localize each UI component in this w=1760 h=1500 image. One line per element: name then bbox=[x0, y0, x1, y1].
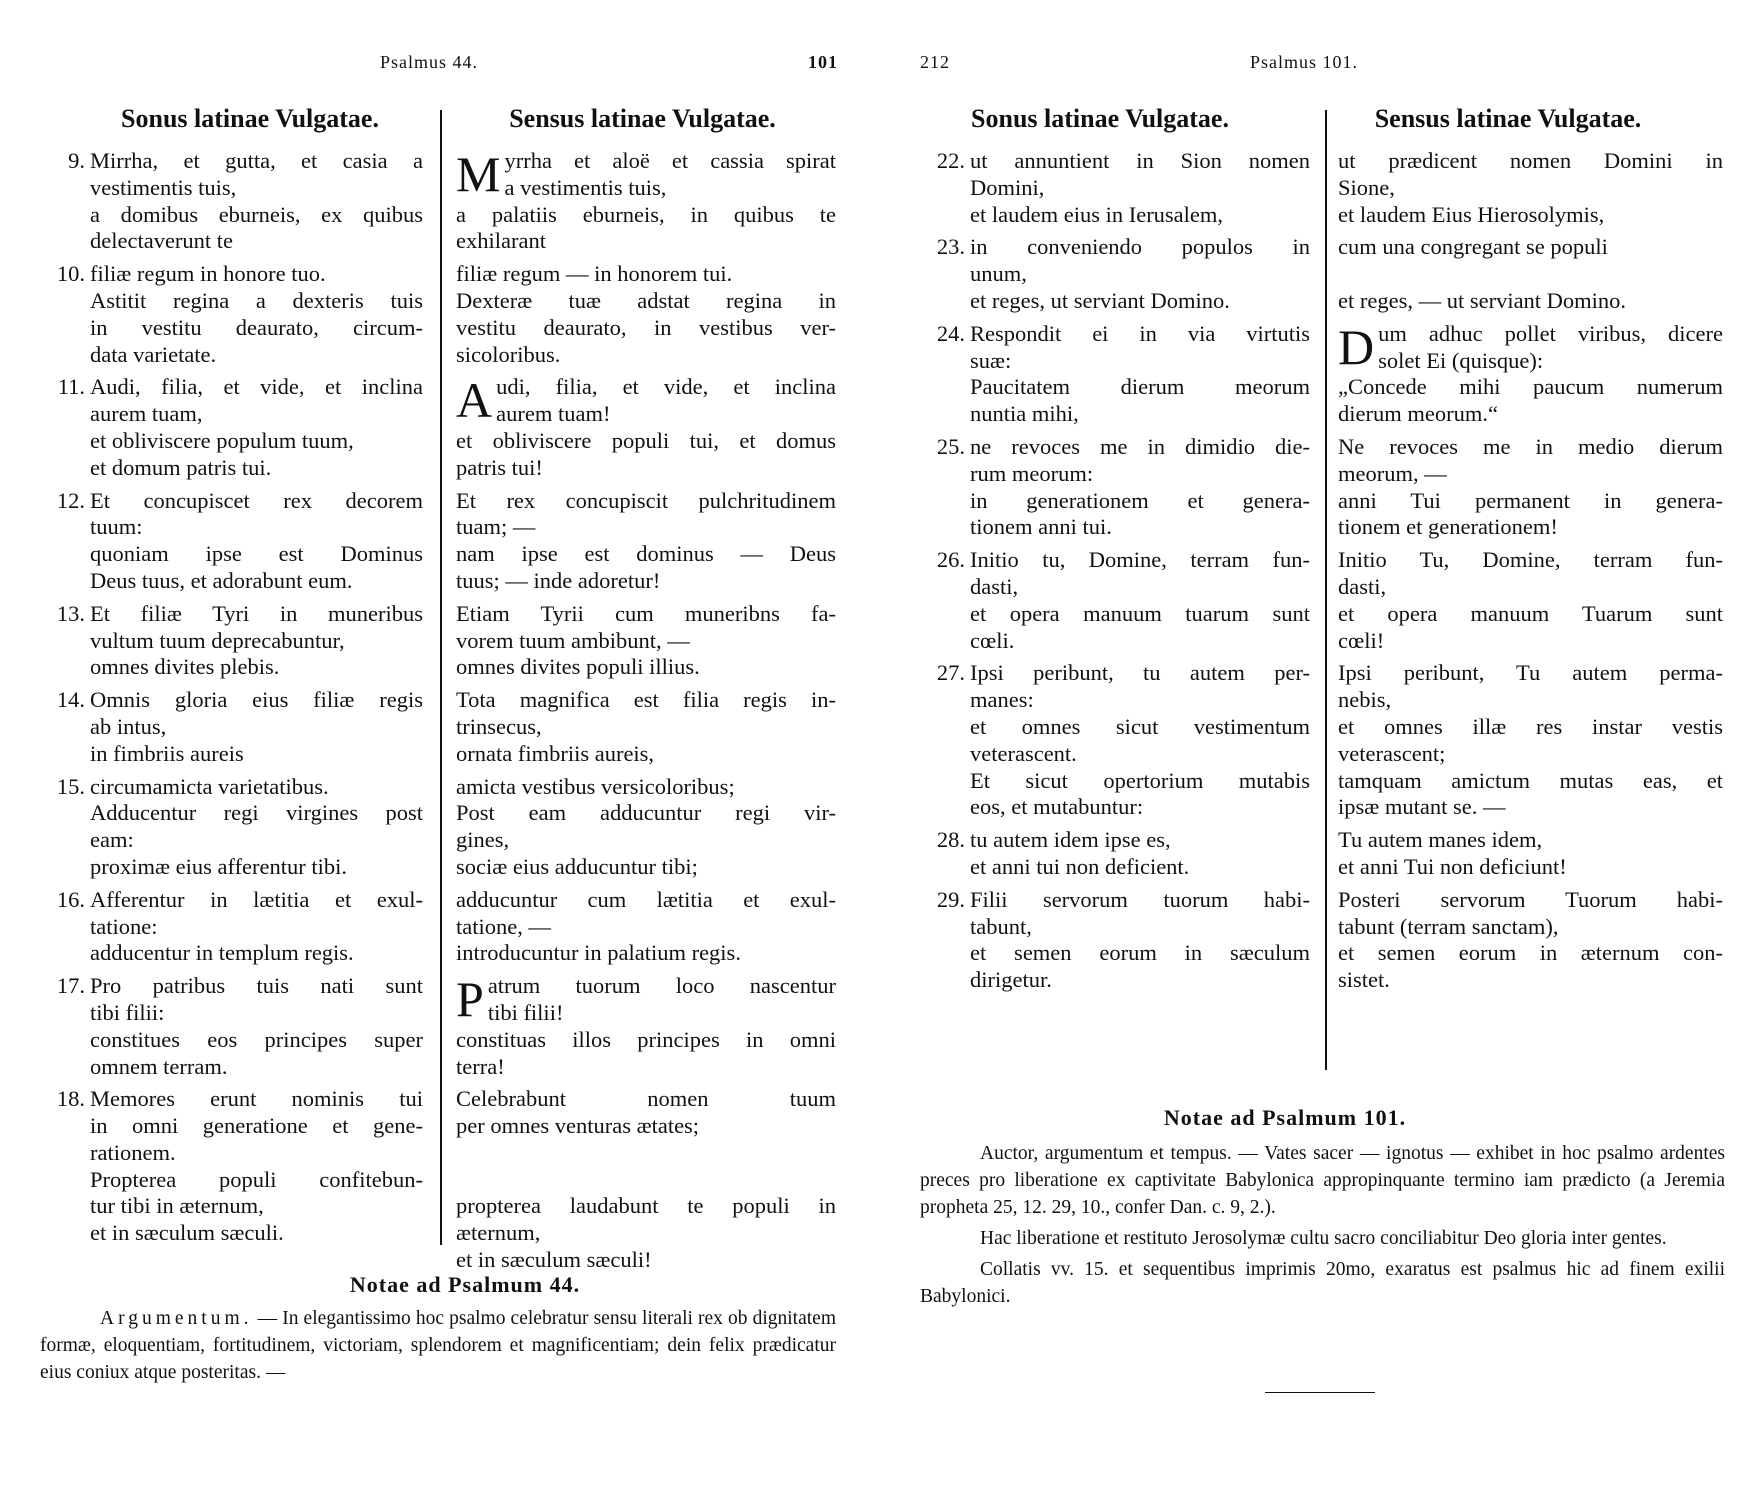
verse-line: meorum, — bbox=[1338, 460, 1447, 486]
notes-paragraph: Collatis vv. 15. et sequentibus imprimis 20mo, exaratus est psalmus hic ad finem exilii Babylonici. bbox=[920, 1259, 1725, 1307]
verse-number: 14. bbox=[56, 687, 85, 713]
verse-number: 18. bbox=[56, 1086, 85, 1112]
verse-line: ut prædicent nomen Domini in bbox=[1338, 148, 1723, 173]
verse-sensus bbox=[1338, 887, 1723, 994]
verse-line: Adducentur regi virgines post bbox=[90, 800, 423, 826]
verse-line: et semen eorum in sæculum bbox=[970, 940, 1310, 966]
verse-number: 28. bbox=[936, 827, 965, 853]
verse-line: tu autem idem ipse es, bbox=[970, 827, 1171, 853]
verse-line: et obliviscere populi tui, et domus bbox=[456, 427, 836, 453]
verse-line: adducentur in templum regis. bbox=[90, 940, 354, 966]
notes-paragraph: Hac liberatione et restituto Jerosolymæ cultu sacro conciliabitur Deo gloria inter gentes. bbox=[980, 1228, 1667, 1249]
verse-line: et omnes sicut vestimentum bbox=[970, 713, 1310, 739]
notes-title: Notae ad Psalmum 101. bbox=[1163, 1105, 1407, 1130]
verse-line: terra! bbox=[456, 1053, 505, 1079]
verse-line: Omnis gloria eius filiæ regis bbox=[90, 687, 423, 713]
verse-line: et in sæculum sæculi! bbox=[456, 1247, 652, 1273]
verse-line: in fimbriis aureis bbox=[90, 740, 244, 766]
verse-line: data varietate. bbox=[90, 341, 217, 367]
verse-line: tabunt (terram sanctam), bbox=[1338, 913, 1559, 939]
verse-sonus bbox=[936, 148, 1310, 228]
verse-line: manes: bbox=[970, 687, 1034, 713]
verse-line bbox=[90, 1247, 423, 1274]
verse-sensus bbox=[456, 261, 836, 368]
verse-line: eam: bbox=[90, 827, 134, 853]
verse-sonus bbox=[68, 148, 423, 255]
column-heading-sensus: Sensus latinae Vulgatae. bbox=[509, 104, 776, 133]
verse-sensus bbox=[1338, 827, 1723, 881]
verse-number: 10. bbox=[56, 261, 85, 287]
verse-line: et in sæculum sæculi. bbox=[90, 1220, 284, 1246]
verse-sensus bbox=[456, 973, 836, 1080]
verse-line: ornata fimbriis aureis, bbox=[456, 740, 655, 766]
verse-sensus bbox=[456, 488, 836, 595]
verse-line: propterea laudabunt te populi in bbox=[456, 1193, 836, 1219]
verse-line: et anni tui non deficient. bbox=[970, 853, 1190, 879]
verse-line: cum una congregant se populi bbox=[1338, 234, 1608, 260]
verse-sonus bbox=[936, 886, 1310, 994]
verse-sonus bbox=[936, 433, 1310, 541]
verse-line: Tota magnifica est filia regis in- bbox=[456, 687, 836, 713]
verse-number: 13. bbox=[56, 600, 85, 626]
verse-line: vestitu deaurato, in vestibus ver- bbox=[456, 314, 836, 340]
verse-line: Et rex concupiscit pulchritudinem bbox=[456, 487, 836, 513]
notes-text: — In elegantissimo hoc psalmo celebratur sensu literali rex ob dignitatem formæ, eloquentiam, fortitudinem, victoriam, splendorem et magnificentiam; dein felix prædicatur eius coniux atque posteritas. — bbox=[40, 1308, 837, 1383]
verse-sensus bbox=[1338, 660, 1723, 821]
verse-line: omnes divites populi illius. bbox=[456, 654, 700, 680]
verse-sonus bbox=[936, 234, 1310, 314]
verse-line: et semen eorum in æternum con- bbox=[1338, 940, 1723, 966]
verse-line: sicoloribus. bbox=[456, 341, 561, 367]
verse-sensus bbox=[1338, 547, 1723, 654]
verse-sonus bbox=[56, 600, 423, 681]
verse-line: omnem terram. bbox=[90, 1053, 228, 1079]
verse-line: dasti, bbox=[1338, 573, 1387, 599]
verse-line: cœli! bbox=[1338, 627, 1385, 653]
verse-line: ipsæ mutant se. — bbox=[1338, 794, 1506, 820]
verse-sonus bbox=[936, 320, 1310, 428]
verse-line: „Concede mihi paucum numerum bbox=[1338, 374, 1723, 400]
verse-line: Mirrha, et gutta, et casia a bbox=[90, 148, 423, 173]
verse-line: tatione, — bbox=[456, 913, 551, 939]
verse-number: 11. bbox=[57, 374, 85, 400]
verse-number: 22. bbox=[936, 148, 965, 173]
verse-line: nuntia mihi, bbox=[970, 401, 1079, 427]
verse-line: Domini, bbox=[970, 174, 1045, 200]
column-heading-sensus: Sensus latinae Vulgatae. bbox=[1374, 104, 1642, 133]
verse-sensus bbox=[456, 374, 836, 481]
verse-line: Et filiæ Tyri in muneribus bbox=[90, 600, 423, 626]
verse-line: vultum tuum deprecabuntur, bbox=[90, 627, 345, 653]
verse-line: patris tui! bbox=[456, 454, 543, 480]
notes-body bbox=[40, 1305, 836, 1390]
verse-line: solet Ei (quisque): bbox=[1378, 347, 1544, 373]
verse-line: proximæ eius afferentur tibi. bbox=[90, 853, 348, 879]
verse-line: rationem. bbox=[90, 1139, 176, 1165]
running-title: Psalmus 44. bbox=[380, 52, 479, 72]
verse-line: Respondit ei in via virtutis bbox=[970, 320, 1310, 346]
verse-line: Dexteræ tuæ adstat regina in bbox=[456, 287, 836, 313]
verse-line: Et sicut opertorium mutabis bbox=[970, 767, 1310, 793]
verse-sonus bbox=[936, 660, 1310, 821]
verse-line: et opera manuum Tuarum sunt bbox=[1338, 600, 1723, 626]
verse-line: Astitit regina a dexteris tuis bbox=[90, 287, 423, 313]
verse-line: introducuntur in palatium regis. bbox=[456, 940, 741, 966]
verse-line: eos, et mutabuntur: bbox=[970, 794, 1144, 820]
verse-number: 9. bbox=[68, 148, 85, 173]
verse-line: Et concupiscet rex decorem bbox=[90, 487, 423, 513]
drop-capital: P bbox=[456, 971, 484, 1028]
verse-sensus bbox=[1338, 234, 1723, 314]
verse-line: Filii servorum tuorum habi- bbox=[970, 886, 1310, 912]
verse-line: sistet. bbox=[1338, 967, 1390, 993]
column-heading-sonus: Sonus latinae Vulgatae. bbox=[971, 104, 1229, 133]
verse-sonus bbox=[56, 973, 423, 1080]
column-heading-sonus: Sonus latinae Vulgatae. bbox=[121, 104, 379, 133]
running-title: Psalmus 101. bbox=[1250, 52, 1359, 72]
verse-line: vestimentis tuis, bbox=[90, 174, 237, 200]
verse-line: a domibus eburneis, ex quibus bbox=[90, 201, 423, 227]
verse-line: in omni generatione et gene- bbox=[90, 1113, 423, 1139]
verse-line: et reges, ut serviant Domino. bbox=[970, 287, 1230, 313]
verse-line bbox=[456, 1167, 836, 1194]
verse-line: tibi filii! bbox=[487, 999, 564, 1025]
verse-line: a palatiis eburneis, in quibus te bbox=[456, 201, 836, 227]
verse-line: et reges, — ut serviant Domino. bbox=[1338, 287, 1627, 313]
verse-line: Afferentur in lætitia et exul- bbox=[90, 886, 423, 912]
verse-line: æternum, bbox=[456, 1220, 541, 1246]
verse-line: Propterea populi confitebun- bbox=[90, 1166, 423, 1192]
verse-line: vorem tuum ambibunt, — bbox=[456, 627, 690, 653]
verse-line: tur tibi in æternum, bbox=[90, 1193, 264, 1219]
verse-line: tabunt, bbox=[970, 913, 1032, 939]
notes-paragraph: Auctor, argumentum et tempus. — Vates sacer — ignotus — exhibet in hoc psalmo ardentes preces pro liberatione ex captivitate Babylonica appropinquante termino iam prædicto (a Jeremia propheta 25, 12. 29, 10., confer Dan. c. 9, 2.). bbox=[920, 1143, 1725, 1218]
drop-capital: D bbox=[1338, 318, 1375, 375]
notes-body bbox=[920, 1140, 1725, 1314]
verse-sensus bbox=[1338, 148, 1723, 228]
verse-line: dierum meorum.“ bbox=[1338, 401, 1498, 427]
verse-sensus bbox=[456, 887, 836, 967]
verse-number: 24. bbox=[936, 320, 965, 346]
verse-line: tionem et generationem! bbox=[1338, 514, 1558, 540]
page-number: 212 bbox=[920, 52, 950, 72]
verse-sonus bbox=[56, 886, 423, 967]
column-divider bbox=[1325, 110, 1327, 1070]
verse-line: atrum tuorum loco nascentur bbox=[487, 973, 836, 999]
verse-line: in conveniendo populos in bbox=[970, 234, 1310, 260]
verse-line: constituas illos principes in omni bbox=[456, 1026, 836, 1052]
verse-line: amicta vestibus versicoloribus; bbox=[456, 773, 735, 799]
right-page bbox=[880, 0, 1760, 1500]
verse-line: ab intus, bbox=[90, 713, 167, 739]
verse-line: et opera manuum tuarum sunt bbox=[970, 600, 1310, 626]
verse-line: Pro patribus tuis nati sunt bbox=[90, 973, 423, 999]
verse-line: Sione, bbox=[1338, 174, 1395, 200]
verse-line: dasti, bbox=[970, 573, 1019, 599]
notes-title: Notae ad Psalmum 44. bbox=[349, 1272, 581, 1297]
verse-line: tibi filii: bbox=[90, 999, 165, 1025]
drop-capital: A bbox=[456, 372, 493, 429]
sensus-column bbox=[1338, 148, 1723, 1000]
verse-line: et omnes illæ res instar vestis bbox=[1338, 713, 1723, 739]
verse-line: adducuntur cum lætitia et exul- bbox=[456, 886, 836, 912]
verse-line: Initio tu, Domine, terram fun- bbox=[970, 547, 1310, 573]
verse-line: in generationem et genera- bbox=[970, 487, 1310, 513]
closing-rule bbox=[1265, 1392, 1375, 1393]
column-divider bbox=[440, 110, 442, 1245]
verse-number: 23. bbox=[936, 234, 965, 260]
verse-line: et domum patris tui. bbox=[90, 454, 272, 480]
verse-line: Tu autem manes idem, bbox=[1338, 827, 1543, 853]
drop-capital: M bbox=[456, 146, 501, 202]
page-number: 101 bbox=[808, 52, 838, 72]
verse-line: Ipsi peribunt, tu autem per- bbox=[970, 660, 1310, 686]
verse-sonus bbox=[56, 773, 423, 881]
verse-line: et anni Tui non deficiunt! bbox=[1338, 853, 1567, 879]
verse-line: trinsecus, bbox=[456, 713, 542, 739]
verse-line: tamquam amictum mutas eas, et bbox=[1338, 767, 1723, 793]
verse-line: filiæ regum — in honorem tui. bbox=[456, 261, 733, 287]
verse-number: 26. bbox=[936, 547, 965, 573]
sensus-column bbox=[456, 148, 836, 1280]
verse-line: sociæ eius adducuntur tibi; bbox=[456, 853, 698, 879]
verse-line: suæ: bbox=[970, 347, 1012, 373]
verse-line: circumamicta varietatibus. bbox=[90, 773, 329, 799]
verse-line: Memores erunt nominis tui bbox=[90, 1086, 423, 1112]
verse-line: Celebrabunt nomen tuum bbox=[456, 1086, 836, 1112]
verse-line: tuam; — bbox=[456, 514, 536, 540]
verse-line: a vestimentis tuis, bbox=[504, 174, 667, 200]
verse-sonus bbox=[936, 547, 1310, 654]
verse-number: 12. bbox=[56, 487, 85, 513]
verse-line: tatione: bbox=[90, 913, 158, 939]
verse-line: omnes divites plebis. bbox=[90, 654, 280, 680]
verse-number: 25. bbox=[936, 433, 965, 459]
verse-line: Deus tuus, et adorabunt eum. bbox=[90, 567, 353, 593]
verse-sonus bbox=[57, 374, 423, 481]
verse-line: unum, bbox=[970, 261, 1027, 287]
verse-line: Posteri servorum Tuorum habi- bbox=[1338, 886, 1723, 912]
verse-line: cœli. bbox=[970, 627, 1015, 653]
verse-line: gines, bbox=[456, 827, 510, 853]
verse-line: rum meorum: bbox=[970, 460, 1094, 486]
verse-line: et laudem Eius Hierosolymis, bbox=[1338, 201, 1605, 227]
verse-sonus bbox=[56, 1086, 423, 1274]
verse-line: ut annuntient in Sion nomen bbox=[970, 148, 1310, 173]
verse-line: filiæ regum in honore tuo. bbox=[90, 261, 326, 287]
verse-line: dirigetur. bbox=[970, 967, 1052, 993]
verse-line: delectaverunt te bbox=[90, 228, 234, 254]
notes-lead: Argumentum. bbox=[100, 1308, 253, 1329]
verse-line: um adhuc pollet viribus, dicere bbox=[1378, 320, 1723, 346]
verse-line: udi, filia, et vide, et inclina bbox=[496, 374, 836, 400]
verse-number: 29. bbox=[936, 886, 965, 912]
verse-line: aurem tuam! bbox=[496, 401, 611, 427]
verse-sonus bbox=[56, 687, 423, 767]
verse-line: yrrha et aloë et cassia spirat bbox=[504, 148, 836, 173]
verse-line: Etiam Tyrii cum muneribns fa- bbox=[456, 600, 836, 626]
verse-line: exhilarant bbox=[456, 228, 546, 254]
verse-line: tuum: bbox=[90, 514, 143, 540]
verse-line: tuus; — inde adoretur! bbox=[456, 567, 661, 593]
verse-line: et obliviscere populum tuum, bbox=[90, 427, 354, 453]
verse-line: nam ipse est dominus — Deus bbox=[456, 541, 836, 567]
verse-sensus bbox=[456, 1086, 836, 1274]
verse-line: Audi, filia, et vide, et inclina bbox=[90, 374, 423, 400]
verse-line bbox=[456, 1140, 836, 1167]
verse-line: Ipsi peribunt, Tu autem perma- bbox=[1338, 660, 1723, 686]
verse-number: 27. bbox=[936, 660, 965, 686]
verse-line: Paucitatem dierum meorum bbox=[970, 374, 1310, 400]
verse-sensus bbox=[456, 774, 836, 881]
verse-line: aurem tuam, bbox=[90, 401, 203, 427]
verse-line: quoniam ipse est Dominus bbox=[90, 541, 423, 567]
verse-line: veterascent; bbox=[1338, 740, 1446, 766]
verse-sonus bbox=[56, 487, 423, 595]
verse-sensus bbox=[456, 148, 836, 255]
verse-sensus bbox=[1338, 318, 1723, 428]
verse-line: Post eam adducuntur regi vir- bbox=[456, 800, 836, 826]
verse-line bbox=[1338, 261, 1723, 288]
verse-line: veterascent. bbox=[970, 740, 1077, 766]
verse-sonus bbox=[936, 827, 1310, 881]
verse-line: Initio Tu, Domine, terram fun- bbox=[1338, 547, 1723, 573]
verse-sonus bbox=[56, 261, 423, 368]
verse-line: in vestitu deaurato, circum- bbox=[90, 314, 423, 340]
verse-number: 16. bbox=[56, 886, 85, 912]
verse-number: 17. bbox=[56, 973, 85, 999]
verse-sensus bbox=[1338, 434, 1723, 541]
verse-sensus bbox=[456, 601, 836, 681]
verse-sensus bbox=[456, 687, 836, 767]
verse-line: per omnes venturas ætates; bbox=[456, 1113, 700, 1139]
sonus-column bbox=[936, 148, 1310, 1000]
verse-line: ne revoces me in dimidio die- bbox=[970, 433, 1310, 459]
verse-number: 15. bbox=[56, 773, 85, 799]
verse-line: anni Tui permanent in genera- bbox=[1338, 487, 1723, 513]
verse-line: tionem anni tui. bbox=[970, 514, 1112, 540]
verse-line: constitues eos principes super bbox=[90, 1026, 423, 1052]
verse-line: Ne revoces me in medio dierum bbox=[1338, 433, 1723, 459]
verse-line: nebis, bbox=[1338, 687, 1392, 713]
verse-line: et laudem eius in Ierusalem, bbox=[970, 201, 1224, 227]
sonus-column bbox=[56, 148, 423, 1280]
